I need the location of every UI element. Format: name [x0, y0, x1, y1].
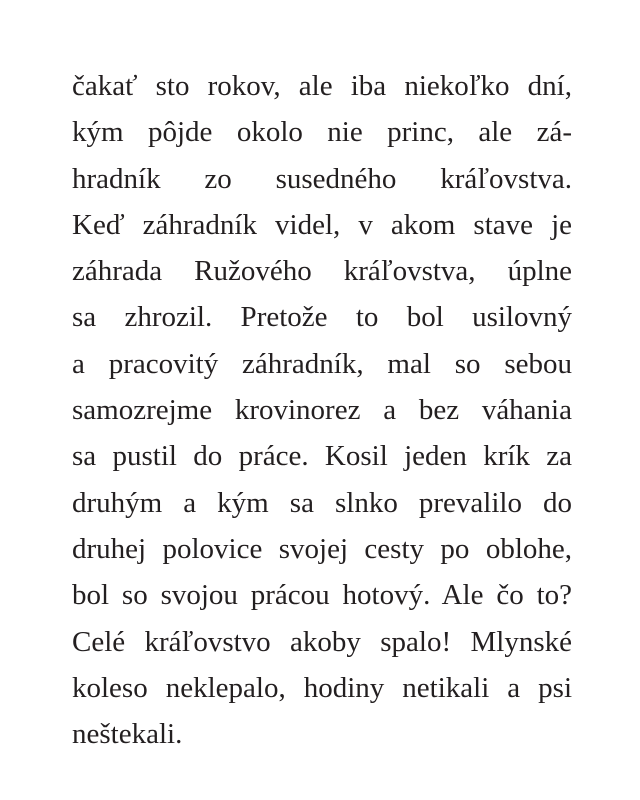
text-line-9: sa pustil do práce. Kosil jeden krík za [72, 440, 572, 473]
text-line-12: bol so svojou prácou hotový. Ale čo to? [72, 579, 572, 612]
text-line-6: sa zhrozil. Pretože to bol usilovný [72, 301, 572, 334]
text-line-3: hradník zo susedného kráľovstva. [72, 162, 572, 195]
text-line-2: kým pôjde okolo nie princ, ale zá- [72, 116, 572, 149]
text-line-15: neštekali. [72, 718, 183, 751]
body-text-paragraph [72, 63, 572, 757]
text-line-14: koleso neklepalo, hodiny netikali a psi [72, 671, 572, 704]
text-line-11: druhej polovice svojej cesty po oblohe, [72, 532, 572, 565]
text-line-13: Celé kráľovstvo akoby spalo! Mlynské [72, 625, 572, 658]
text-line-5: záhrada Ružového kráľovstva, úplne [72, 255, 572, 288]
text-line-7: a pracovitý záhradník, mal so sebou [72, 347, 572, 380]
text-line-8: samozrejme krovinorez a bez váhania [72, 394, 572, 427]
text-line-4: Keď záhradník videl, v akom stave je [72, 208, 572, 241]
text-line-1: čakať sto rokov, ale iba niekoľko dní, [72, 70, 572, 102]
text-line-10: druhým a kým sa slnko prevalilo do [72, 486, 572, 519]
